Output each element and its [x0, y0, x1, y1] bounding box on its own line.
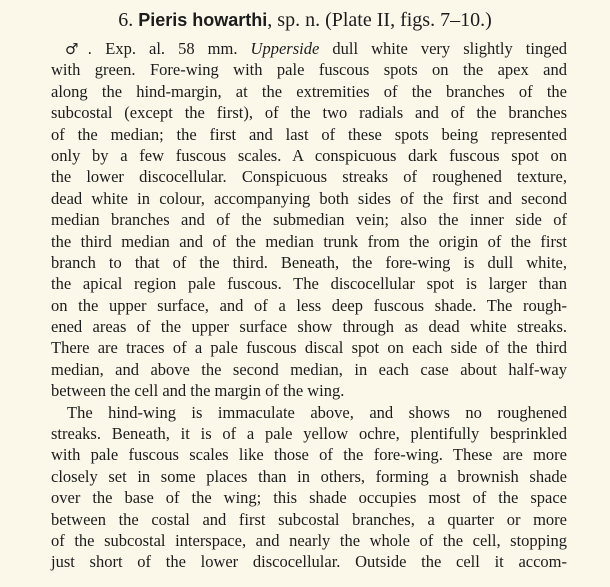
paragraph-1-line: with green. Fore-wing with pale fuscous spots on the apex and	[51, 60, 567, 80]
wing-expanse: Exp. al. 58 mm.	[105, 39, 238, 58]
paragraph-2-line: The hind-wing is immaculate above, and shows no roughened	[67, 402, 567, 422]
paragraph-1-last-line: between the cell and the margin of the wing.	[51, 381, 345, 401]
paragraph-2-line: streaks. Beneath, it is of a pale yellow ochre, plentifully besprinkled	[51, 424, 567, 444]
paragraph-1-line: of the median; the first and last of these spots being represented	[51, 124, 567, 144]
paragraph-1-line: branch to that of the third. Beneath, the fore-wing is dull white,	[51, 252, 567, 272]
paragraph-2-line: with pale fuscous scales like those of the fore-wing. These are more	[51, 445, 567, 465]
paragraph-1-line: only by a few fuscous scales. A conspicuous dark fuscous spot on	[51, 145, 567, 165]
paragraph-1-line: subcostal (except the first), of the two radials and of the branches	[51, 103, 567, 123]
paragraph-1-line: ened areas of the upper surface show through as dead white streaks.	[51, 317, 567, 337]
species-name: Pieris howarthi	[138, 10, 268, 30]
species-status: , sp. n.	[267, 9, 321, 31]
upperside-label: Upperside	[250, 39, 320, 58]
paragraph-1-line-1	[51, 38, 567, 59]
paragraph-1-line: There are traces of a pale fuscous discal spot on each side of the third	[51, 338, 567, 358]
paragraph-1-line: the apical region pale fuscous. The discocellular spot is larger than	[51, 274, 567, 294]
paragraph-1-line: median branches and of the submedian vein; also the inner side of	[51, 210, 567, 230]
paragraph-1-line: along the hind-margin, at the extremities of the branches of the	[51, 81, 567, 101]
paragraph-1-line: dead white in colour, accompanying both sides of the first and second	[51, 188, 567, 208]
paragraph-2-line: just short of the lower discocellular. Outside the cell it accom-	[51, 552, 567, 572]
paragraph-2-line: over the base of the wing; this shade occupies most of the space	[51, 488, 567, 508]
first-line-rest: dull white very slightly tinged	[332, 39, 568, 58]
paragraph-2-line: between the costal and first subcostal branches, a quarter or more	[51, 509, 567, 529]
paragraph-1-line: the lower discocellular. Conspicuous streaks of roughened texture,	[51, 167, 567, 187]
section-number: 6.	[118, 9, 134, 31]
species-heading	[0, 7, 610, 33]
plate-reference: (Plate II, figs. 7–10.)	[325, 9, 492, 31]
paragraph-1-line: the third median and of the median trunk from the origin of the first	[51, 231, 567, 251]
paragraph-1-line: median, and above the second median, in each case about half-way	[51, 359, 567, 379]
male-symbol: ♂.	[65, 40, 93, 58]
description-text	[51, 38, 567, 573]
paragraph-2-line: of the subcostal interspace, and nearly the whole of the cell, stopping	[51, 530, 567, 550]
paragraph-2-line: closely set in some places than in others, forming a brownish shade	[51, 466, 567, 486]
paragraph-1-line: on the upper surface, and of a less deep fuscous shade. The rough-	[51, 295, 567, 315]
